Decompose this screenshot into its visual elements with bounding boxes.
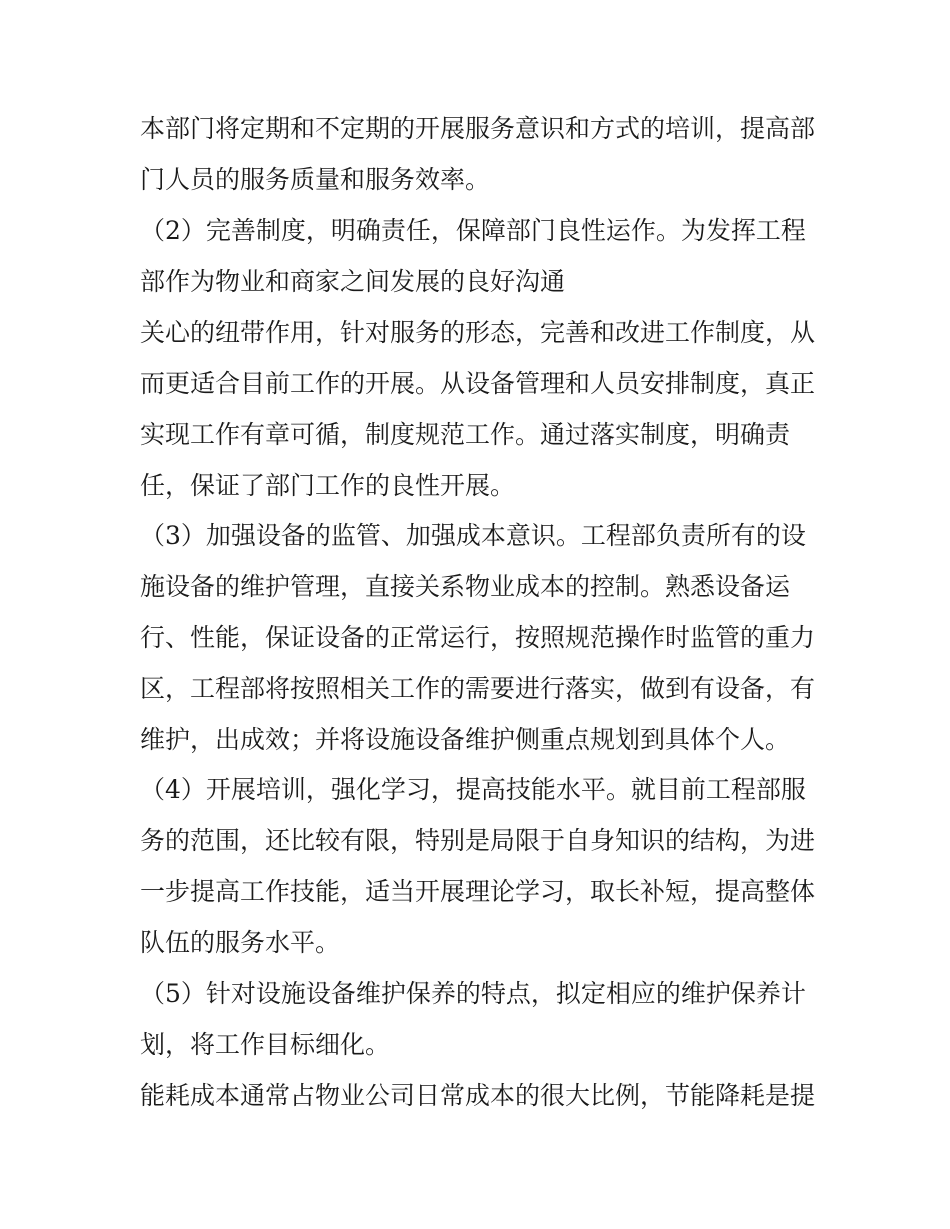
text-line: 一步提高工作技能，适当开展理论学习，取长补短，提高整体 — [140, 877, 816, 906]
text-line: 维护，出成效；并将设施设备维护侧重点规划到具体个人。 — [140, 725, 791, 754]
text-line: 划，将工作目标细化。 — [140, 1030, 391, 1059]
text-line: 门人员的服务质量和服务效率。 — [140, 165, 491, 194]
text-line: 施设备的维护管理，直接关系物业成本的控制。熟悉设备运 — [140, 572, 791, 601]
text-line: 本部门将定期和不定期的开展服务意识和方式的培训，提高部 — [140, 114, 816, 143]
text-line: 部作为物业和商家之间发展的良好沟通 — [140, 267, 566, 296]
text-line: 能耗成本通常占物业公司日常成本的很大比例，节能降耗是提 — [140, 1081, 816, 1110]
text-line: 实现工作有章可循，制度规范工作。通过落实制度，明确责 — [140, 420, 791, 449]
text-line: 务的范围，还比较有限，特别是局限于自身知识的结构，为进 — [140, 826, 816, 855]
text-line: （2）完善制度，明确责任，保障部门良性运作。为发挥工程 — [140, 216, 806, 245]
text-line: （4）开展培训，强化学习，提高技能水平。就目前工程部服 — [140, 775, 806, 804]
text-line: 而更适合目前工作的开展。从设备管理和人员安排制度，真正 — [140, 369, 816, 398]
text-line: 行、性能，保证设备的正常运行，按照规范操作时监管的重力 — [140, 623, 816, 652]
text-line: 关心的纽带作用，针对服务的形态，完善和改进工作制度，从 — [140, 318, 816, 347]
text-line: 队伍的服务水平。 — [140, 928, 341, 957]
text-line: （5）针对设施设备维护保养的特点，拟定相应的维护保养计 — [140, 979, 806, 1008]
text-line: 任，保证了部门工作的良性开展。 — [140, 471, 516, 500]
text-line: （3）加强设备的监管、加强成本意识。工程部负责所有的设 — [140, 521, 806, 550]
text-line: 区，工程部将按照相关工作的需要进行落实，做到有设备，有 — [140, 674, 816, 703]
